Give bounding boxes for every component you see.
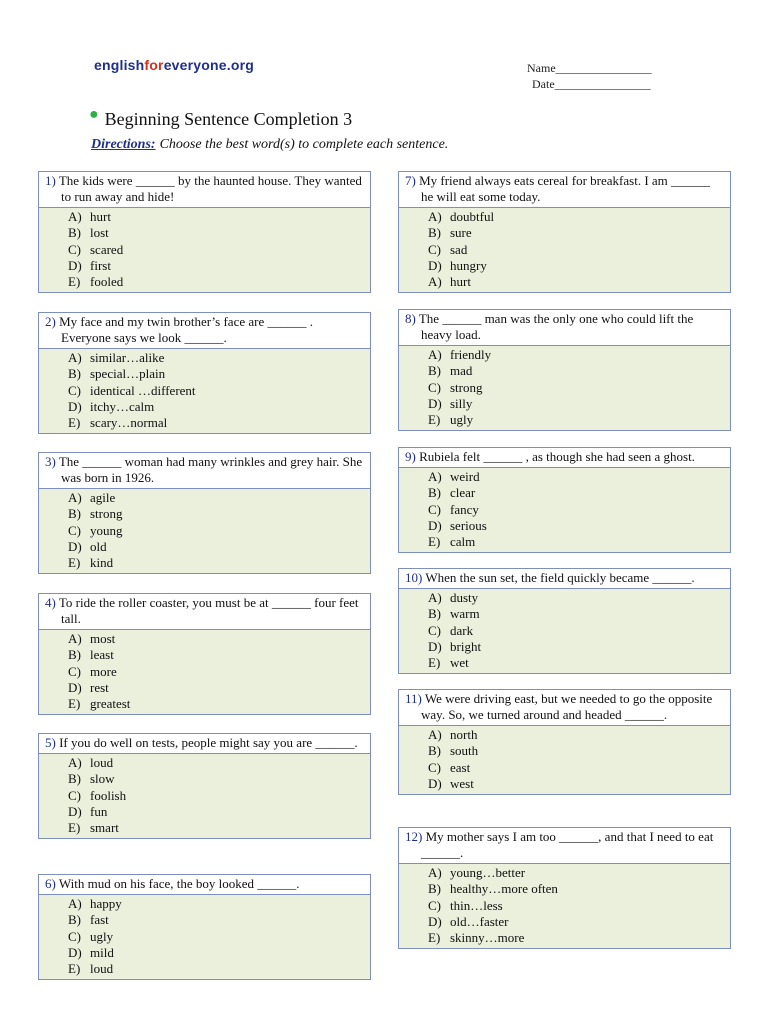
- option-text: mad: [450, 363, 473, 379]
- option-letter: E): [428, 534, 441, 550]
- option-text: agile: [90, 490, 116, 505]
- answer-option[interactable]: [68, 490, 364, 506]
- option-text: scared: [90, 241, 124, 257]
- question-number: 11): [405, 691, 422, 706]
- option-letter: E): [68, 555, 81, 571]
- answer-option[interactable]: [68, 696, 364, 712]
- answer-option[interactable]: [428, 881, 724, 897]
- option-text: strong: [450, 379, 483, 395]
- option-letter: B): [428, 881, 441, 897]
- question-number: 7): [405, 173, 416, 188]
- question-text: With mud on his face, the boy looked ______.: [58, 876, 300, 891]
- option-text: skinny…more: [450, 930, 525, 946]
- option-letter: D): [428, 775, 442, 791]
- option-letter: A): [428, 209, 442, 224]
- question-stem: [45, 595, 364, 627]
- option-text: silly: [450, 395, 473, 411]
- answer-option[interactable]: [428, 760, 724, 776]
- option-text: sure: [450, 225, 472, 241]
- answer-option[interactable]: [68, 664, 364, 680]
- option-text: first: [90, 257, 111, 273]
- option-letter: E): [428, 930, 441, 946]
- option-letter: D): [68, 257, 82, 273]
- answer-option[interactable]: [68, 755, 364, 771]
- option-text: slow: [90, 771, 115, 787]
- question-stem: [45, 735, 364, 751]
- option-letter: A): [68, 350, 82, 365]
- answer-option[interactable]: [428, 209, 724, 225]
- answer-option[interactable]: [428, 380, 724, 396]
- option-letter: C): [68, 382, 81, 398]
- answer-option[interactable]: [428, 363, 724, 379]
- question-6: [38, 874, 371, 980]
- option-letter: D): [428, 913, 442, 929]
- answer-option[interactable]: [428, 776, 724, 792]
- question-9: [398, 447, 731, 553]
- question-stem: [405, 173, 724, 205]
- option-letter: D): [428, 638, 442, 654]
- question-7: [398, 171, 731, 293]
- bullet-icon: ●: [89, 106, 99, 123]
- answer-option[interactable]: [68, 896, 364, 912]
- question-text: When the sun set, the field quickly became ______.: [425, 570, 695, 585]
- option-text: wet: [450, 655, 469, 671]
- option-letter: B): [428, 743, 441, 759]
- option-letter: D): [428, 257, 442, 273]
- answer-option[interactable]: [428, 606, 724, 622]
- answer-option[interactable]: [68, 771, 364, 787]
- option-text: warm: [450, 606, 480, 622]
- question-number: 12): [405, 829, 423, 844]
- option-text: south: [450, 743, 479, 759]
- question-10: [398, 568, 731, 674]
- answer-options: [398, 468, 731, 553]
- option-letter: D): [68, 803, 82, 819]
- answer-option[interactable]: [68, 788, 364, 804]
- answer-options: [38, 895, 371, 980]
- answer-option[interactable]: [68, 399, 364, 415]
- option-letter: A): [428, 347, 442, 362]
- answer-option[interactable]: [428, 623, 724, 639]
- option-letter: C): [428, 622, 441, 638]
- question-stem-box: [398, 171, 731, 208]
- option-letter: D): [428, 395, 442, 411]
- answer-options: [38, 489, 371, 574]
- question-stem: [45, 173, 364, 205]
- question-number: 2): [45, 314, 56, 329]
- option-letter: E): [68, 274, 81, 290]
- question-stem-box: [38, 733, 371, 754]
- option-letter: A): [68, 490, 82, 505]
- directions-label: Directions:: [91, 137, 156, 152]
- answer-option[interactable]: [428, 590, 724, 606]
- question-stem-box: [38, 171, 371, 208]
- date-field[interactable]: Date________________: [532, 77, 651, 91]
- question-stem: [405, 829, 724, 861]
- option-text: similar…alike: [90, 350, 165, 365]
- question-number: 6): [45, 876, 56, 891]
- answer-options: [398, 864, 731, 949]
- question-stem: [405, 311, 724, 343]
- answer-option[interactable]: [68, 274, 364, 290]
- question-number: 3): [45, 454, 56, 469]
- option-text: identical …different: [90, 382, 196, 398]
- option-letter: A): [68, 631, 82, 646]
- page-title: ● Beginning Sentence Completion 3: [89, 106, 353, 129]
- option-letter: A): [428, 727, 442, 742]
- answer-option[interactable]: [68, 258, 364, 274]
- question-2: [38, 312, 371, 434]
- site-logo: englishforeveryone.org: [94, 57, 255, 73]
- option-text: ugly: [450, 412, 474, 428]
- question-stem-box: [38, 312, 371, 349]
- answer-option[interactable]: [68, 820, 364, 836]
- question-stem-box: [38, 593, 371, 630]
- answer-option[interactable]: [68, 555, 364, 571]
- option-text: young: [90, 522, 123, 538]
- answer-option[interactable]: [68, 366, 364, 382]
- answer-option[interactable]: [68, 680, 364, 696]
- question-text: The ______ woman had many wrinkles and grey hair. She was born in 1926.: [58, 454, 363, 485]
- answer-option[interactable]: [428, 518, 724, 534]
- option-text: old…faster: [450, 913, 509, 929]
- option-letter: B): [68, 506, 81, 522]
- answer-option[interactable]: [428, 225, 724, 241]
- directions: [91, 137, 448, 153]
- answer-option[interactable]: [428, 930, 724, 946]
- question-12: [398, 827, 731, 949]
- answer-option[interactable]: [68, 350, 364, 366]
- option-letter: E): [428, 412, 441, 428]
- option-text: fun: [90, 803, 108, 819]
- option-text: hurt: [450, 274, 471, 290]
- option-text: young…better: [450, 865, 526, 880]
- question-text: We were driving east, but we needed to go the opposite way. So, we turned around and headed ______.: [421, 691, 713, 722]
- option-text: loud: [90, 755, 114, 770]
- option-letter: C): [428, 241, 441, 257]
- question-number: 9): [405, 449, 416, 464]
- answer-option[interactable]: [428, 412, 724, 428]
- question-text: Rubiela felt ______ , as though she had seen a ghost.: [419, 449, 695, 464]
- option-letter: B): [68, 366, 81, 382]
- answer-option[interactable]: [68, 415, 364, 431]
- option-letter: E): [68, 820, 81, 836]
- name-date-block: [527, 60, 652, 92]
- name-field[interactable]: Name________________: [527, 61, 652, 75]
- option-text: more: [90, 663, 117, 679]
- answer-option[interactable]: [428, 502, 724, 518]
- option-text: healthy…more often: [450, 881, 558, 897]
- option-text: strong: [90, 506, 123, 522]
- question-number: 10): [405, 570, 423, 585]
- option-text: weird: [450, 469, 480, 484]
- option-text: north: [450, 727, 478, 742]
- option-text: rest: [90, 679, 109, 695]
- answer-option[interactable]: [68, 929, 364, 945]
- answer-option[interactable]: [68, 912, 364, 928]
- option-text: smart: [90, 820, 119, 836]
- option-text: mild: [90, 944, 114, 960]
- option-letter: A): [68, 896, 82, 911]
- answer-option[interactable]: [428, 396, 724, 412]
- option-text: foolish: [90, 787, 127, 803]
- answer-option[interactable]: [68, 523, 364, 539]
- answer-option[interactable]: [68, 242, 364, 258]
- question-text: My mother says I am too ______, and that I need to eat ______.: [421, 829, 714, 860]
- option-letter: E): [68, 415, 81, 431]
- option-letter: B): [68, 225, 81, 241]
- option-letter: A): [68, 209, 82, 224]
- question-stem: [405, 570, 724, 586]
- option-text: scary…normal: [90, 415, 168, 431]
- option-text: kind: [90, 555, 114, 571]
- question-stem-box: [398, 827, 731, 864]
- question-stem-box: [398, 447, 731, 468]
- answer-option[interactable]: [68, 209, 364, 225]
- answer-options: [38, 349, 371, 434]
- question-number: 4): [45, 595, 56, 610]
- option-letter: B): [68, 647, 81, 663]
- answer-option[interactable]: [428, 639, 724, 655]
- option-text: dark: [450, 622, 474, 638]
- answer-option[interactable]: [428, 898, 724, 914]
- answer-option[interactable]: [68, 383, 364, 399]
- option-letter: D): [68, 944, 82, 960]
- answer-option[interactable]: [68, 804, 364, 820]
- answer-option[interactable]: [68, 631, 364, 647]
- option-letter: C): [68, 522, 81, 538]
- option-text: bright: [450, 638, 482, 654]
- answer-options: [38, 208, 371, 293]
- option-letter: B): [428, 606, 441, 622]
- answer-option[interactable]: [428, 534, 724, 550]
- option-text: friendly: [450, 347, 492, 362]
- question-stem: [405, 449, 724, 465]
- answer-option[interactable]: [428, 727, 724, 743]
- answer-options: [38, 630, 371, 715]
- answer-option[interactable]: [68, 506, 364, 522]
- answer-option[interactable]: [68, 945, 364, 961]
- answer-option[interactable]: [428, 655, 724, 671]
- question-text: My friend always eats cereal for breakfast. I am ______ he will eat some today.: [419, 173, 711, 204]
- option-letter: A): [428, 274, 442, 290]
- answer-option[interactable]: [428, 347, 724, 363]
- answer-option[interactable]: [428, 865, 724, 881]
- answer-option[interactable]: [428, 743, 724, 759]
- question-number: 5): [45, 735, 56, 750]
- option-letter: B): [68, 771, 81, 787]
- option-letter: A): [428, 469, 442, 484]
- answer-option[interactable]: [428, 258, 724, 274]
- question-11: [398, 689, 731, 795]
- answer-options: [398, 208, 731, 293]
- option-text: loud: [90, 961, 114, 977]
- question-stem-box: [398, 689, 731, 726]
- question-8: [398, 309, 731, 431]
- question-stem-box: [398, 568, 731, 589]
- option-text: east: [450, 759, 471, 775]
- option-letter: C): [68, 928, 81, 944]
- answer-option[interactable]: [68, 539, 364, 555]
- option-text: calm: [450, 534, 476, 550]
- question-stem-box: [398, 309, 731, 346]
- answer-option[interactable]: [428, 469, 724, 485]
- question-text: The ______ man was the only one who could lift the heavy load.: [418, 311, 694, 342]
- question-1: [38, 171, 371, 293]
- option-text: fooled: [90, 274, 124, 290]
- answer-options: [38, 754, 371, 839]
- option-text: greatest: [90, 696, 131, 712]
- question-4: [38, 593, 371, 715]
- option-letter: B): [428, 485, 441, 501]
- answer-option[interactable]: [68, 225, 364, 241]
- option-text: old: [90, 538, 107, 554]
- option-letter: B): [428, 225, 441, 241]
- option-letter: D): [428, 517, 442, 533]
- option-letter: D): [68, 538, 82, 554]
- option-letter: E): [428, 655, 441, 671]
- question-number: 8): [405, 311, 416, 326]
- question-5: [38, 733, 371, 839]
- option-letter: B): [68, 912, 81, 928]
- option-text: hungry: [450, 257, 487, 273]
- option-text: itchy…calm: [90, 398, 155, 414]
- directions-text: Choose the best word(s) to complete each sentence.: [159, 137, 449, 152]
- option-text: west: [450, 775, 474, 791]
- option-text: special…plain: [90, 366, 166, 382]
- option-letter: D): [68, 679, 82, 695]
- option-letter: D): [68, 398, 82, 414]
- option-text: ugly: [90, 928, 114, 944]
- option-text: hurt: [90, 209, 111, 224]
- option-text: sad: [450, 241, 468, 257]
- option-letter: C): [68, 241, 81, 257]
- answer-options: [398, 346, 731, 431]
- question-stem: [45, 876, 364, 892]
- question-text: The kids were ______ by the haunted house. They wanted to run away and hide!: [58, 173, 362, 204]
- option-letter: E): [68, 961, 81, 977]
- option-text: doubtful: [450, 209, 495, 224]
- question-stem: [405, 691, 724, 723]
- question-stem-box: [38, 874, 371, 895]
- answer-options: [398, 726, 731, 795]
- option-text: serious: [450, 517, 487, 533]
- question-text: If you do well on tests, people might say you are ______.: [59, 735, 358, 750]
- option-text: fast: [90, 912, 109, 928]
- option-letter: E): [68, 696, 81, 712]
- answer-option[interactable]: [428, 242, 724, 258]
- option-text: thin…less: [450, 897, 503, 913]
- option-letter: C): [428, 759, 441, 775]
- option-letter: A): [428, 590, 442, 605]
- question-number: 1): [45, 173, 56, 188]
- question-stem: [45, 314, 364, 346]
- option-text: happy: [90, 896, 122, 911]
- option-letter: C): [68, 663, 81, 679]
- option-text: most: [90, 631, 116, 646]
- option-letter: B): [428, 363, 441, 379]
- question-stem: [45, 454, 364, 486]
- answer-options: [398, 589, 731, 674]
- answer-option[interactable]: [68, 961, 364, 977]
- answer-option[interactable]: [428, 485, 724, 501]
- option-text: lost: [90, 225, 109, 241]
- answer-option[interactable]: [428, 914, 724, 930]
- question-stem-box: [38, 452, 371, 489]
- option-letter: C): [428, 379, 441, 395]
- answer-option[interactable]: [68, 647, 364, 663]
- option-letter: C): [428, 501, 441, 517]
- option-text: dusty: [450, 590, 479, 605]
- answer-option[interactable]: [428, 274, 724, 290]
- question-text: My face and my twin brother’s face are ______ . Everyone says we look ______.: [59, 314, 313, 345]
- option-letter: A): [68, 755, 82, 770]
- question-text: To ride the roller coaster, you must be at ______ four feet tall.: [58, 595, 359, 626]
- option-text: clear: [450, 485, 476, 501]
- question-3: [38, 452, 371, 574]
- option-letter: C): [68, 787, 81, 803]
- option-text: least: [90, 647, 114, 663]
- option-letter: A): [428, 865, 442, 880]
- option-text: fancy: [450, 501, 479, 517]
- option-letter: C): [428, 897, 441, 913]
